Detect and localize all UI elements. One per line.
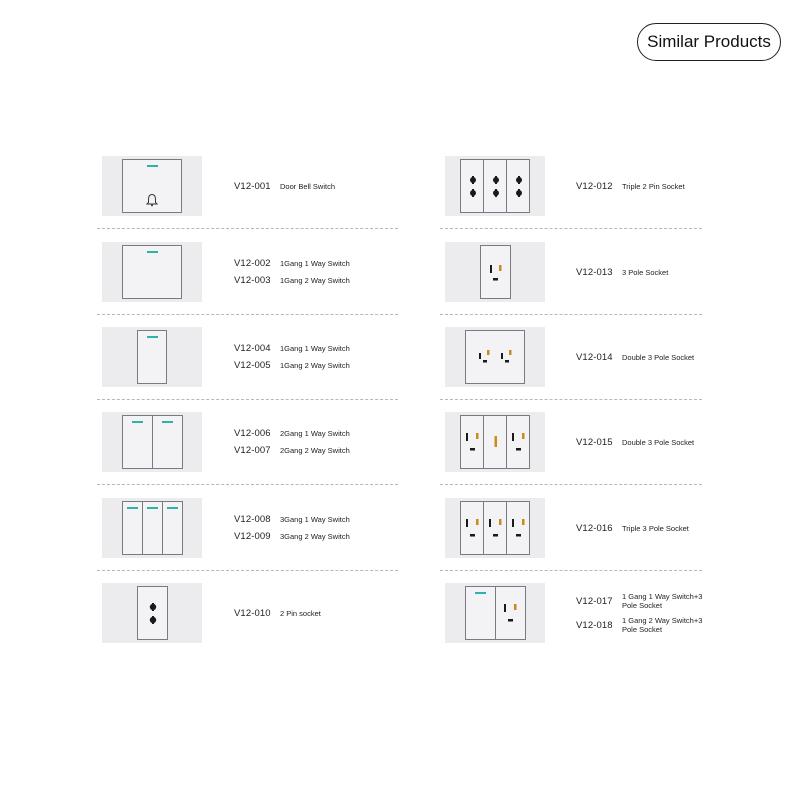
product-entry <box>576 181 685 192</box>
switch-rocker <box>122 159 182 213</box>
product-description: 1Gang 1 Way Switch <box>280 344 350 353</box>
product-codes <box>234 314 350 400</box>
indicator-led <box>147 251 158 253</box>
socket-module <box>506 501 530 555</box>
product-description: 3 Pole Socket <box>622 267 669 277</box>
product-entry <box>576 523 689 534</box>
product-description: 2Gang 2 Way Switch <box>280 446 350 455</box>
product-entry <box>576 437 694 448</box>
product-row-v12-001 <box>97 143 398 229</box>
switch-rocker <box>122 501 143 555</box>
product-entry <box>234 531 350 542</box>
blank-module <box>483 415 507 469</box>
three-pole-socket-icon <box>511 430 527 456</box>
switch-rocker <box>137 330 167 384</box>
socket-module <box>460 501 484 555</box>
switch-rocker <box>122 415 153 469</box>
product-row-v12-015 <box>440 399 702 485</box>
indicator-led <box>147 336 158 338</box>
three-pole-socket-icon <box>511 516 527 542</box>
product-row-v12-008 <box>97 485 398 571</box>
product-description: Double 3 Pole Socket <box>622 437 695 447</box>
three-pole-socket-icon <box>503 601 519 627</box>
product-code: V12-005 <box>234 360 271 371</box>
product-entry <box>234 608 321 619</box>
product-image-v12-016 <box>445 498 545 558</box>
product-codes <box>576 485 689 571</box>
switch-rocker <box>142 501 163 555</box>
product-image-v12-006 <box>102 412 202 472</box>
three-pole-socket-icon <box>488 516 504 542</box>
product-codes <box>576 143 685 229</box>
indicator-led <box>127 507 138 509</box>
product-code: V12-003 <box>234 275 271 286</box>
product-entry <box>234 428 350 439</box>
three-pole-socket-icon <box>465 516 481 542</box>
product-code: V12-015 <box>576 436 613 448</box>
product-entry <box>234 514 350 525</box>
two-pin-socket-icon <box>513 175 525 199</box>
socket-module <box>495 586 526 640</box>
product-description: 1Gang 2 Way Switch <box>280 276 350 285</box>
product-entry <box>234 275 350 286</box>
two-pin-socket-icon <box>467 175 479 199</box>
indicator-led <box>147 507 158 509</box>
product-entry <box>576 592 712 610</box>
product-row-v12-016 <box>440 485 702 571</box>
product-codes <box>576 229 668 315</box>
product-row-v12-014 <box>440 314 702 400</box>
socket-module <box>460 415 484 469</box>
product-row-v12-006 <box>97 399 398 485</box>
product-code: V12-013 <box>576 266 613 278</box>
switch-rocker <box>152 415 183 469</box>
indicator-led <box>167 507 178 509</box>
product-image-v12-012 <box>445 156 545 216</box>
product-code: V12-018 <box>576 619 613 631</box>
product-row-v12-013 <box>440 229 702 315</box>
product-description: 1 Gang 2 Way Switch+3 Pole Socket <box>622 616 703 634</box>
product-description: Triple 2 Pin Socket <box>622 181 685 191</box>
product-entry <box>234 360 350 371</box>
product-description: 1 Gang 1 Way Switch+3 Pole Socket <box>622 592 703 610</box>
product-row-v12-010 <box>97 570 398 656</box>
product-image-v12-008 <box>102 498 202 558</box>
product-code: V12-009 <box>234 531 271 542</box>
three-pole-socket-icon <box>489 262 503 284</box>
product-image-v12-013 <box>445 242 545 302</box>
bell-icon <box>145 193 159 207</box>
product-description: 3Gang 1 Way Switch <box>280 515 350 524</box>
product-image-v12-017 <box>445 583 545 643</box>
product-description: 2Gang 1 Way Switch <box>280 429 350 438</box>
product-codes <box>234 399 350 485</box>
indicator-led <box>132 421 143 423</box>
product-code: V12-010 <box>234 607 271 619</box>
product-codes <box>576 399 694 485</box>
socket-module <box>460 159 484 213</box>
product-codes <box>234 143 335 229</box>
socket-module <box>506 415 530 469</box>
indicator-led <box>475 592 486 594</box>
switch-rocker <box>122 245 182 299</box>
product-description: Door Bell Switch <box>280 181 336 191</box>
two-pin-socket-icon <box>490 175 502 199</box>
product-code: V12-002 <box>234 258 271 269</box>
product-code: V12-006 <box>234 428 271 439</box>
product-codes <box>234 485 350 571</box>
product-code: V12-017 <box>576 595 613 607</box>
two-pin-socket-icon <box>147 602 159 626</box>
product-image-v12-015 <box>445 412 545 472</box>
product-code: V12-008 <box>234 514 271 525</box>
product-description: 2 Pin socket <box>280 608 321 618</box>
product-entry <box>576 616 712 634</box>
product-codes <box>576 570 712 656</box>
product-image-v12-001 <box>102 156 202 216</box>
switch-rocker <box>465 586 496 640</box>
socket-module <box>480 245 511 299</box>
indicator-led <box>147 165 158 167</box>
indicator-led <box>162 421 173 423</box>
product-row-v12-017 <box>440 570 702 656</box>
product-image-v12-010 <box>102 583 202 643</box>
product-image-v12-014 <box>445 327 545 387</box>
socket-module <box>465 330 525 384</box>
switch-rocker <box>162 501 183 555</box>
product-row-v12-002 <box>97 229 398 315</box>
product-description: Triple 3 Pole Socket <box>622 523 689 533</box>
product-description: 1Gang 2 Way Switch <box>280 361 350 370</box>
product-code: V12-014 <box>576 351 613 363</box>
socket-module <box>506 159 530 213</box>
product-description: 1Gang 1 Way Switch <box>280 259 350 268</box>
ground-pin-icon <box>493 434 499 450</box>
three-pole-socket-icon <box>500 349 514 365</box>
product-description: 3Gang 2 Way Switch <box>280 532 350 541</box>
product-codes <box>576 314 694 400</box>
product-entry <box>234 343 350 354</box>
product-code: V12-016 <box>576 522 613 534</box>
product-row-v12-012 <box>440 143 702 229</box>
product-code: V12-001 <box>234 180 271 192</box>
product-entry <box>234 258 350 269</box>
socket-module <box>137 586 168 640</box>
similar-products-button[interactable]: Similar Products <box>637 23 781 61</box>
product-codes <box>234 229 350 315</box>
product-description: Double 3 Pole Socket <box>622 352 695 362</box>
socket-module <box>483 501 507 555</box>
product-entry <box>234 181 335 192</box>
product-entry <box>234 445 350 456</box>
product-image-v12-002 <box>102 242 202 302</box>
product-row-v12-004 <box>97 314 398 400</box>
socket-module <box>483 159 507 213</box>
product-image-v12-004 <box>102 327 202 387</box>
product-entry <box>576 352 694 363</box>
product-entry <box>576 267 668 278</box>
three-pole-socket-icon <box>478 349 492 365</box>
product-code: V12-004 <box>234 343 271 354</box>
product-code: V12-012 <box>576 180 613 192</box>
product-codes <box>234 570 321 656</box>
three-pole-socket-icon <box>465 430 481 456</box>
product-code: V12-007 <box>234 445 271 456</box>
